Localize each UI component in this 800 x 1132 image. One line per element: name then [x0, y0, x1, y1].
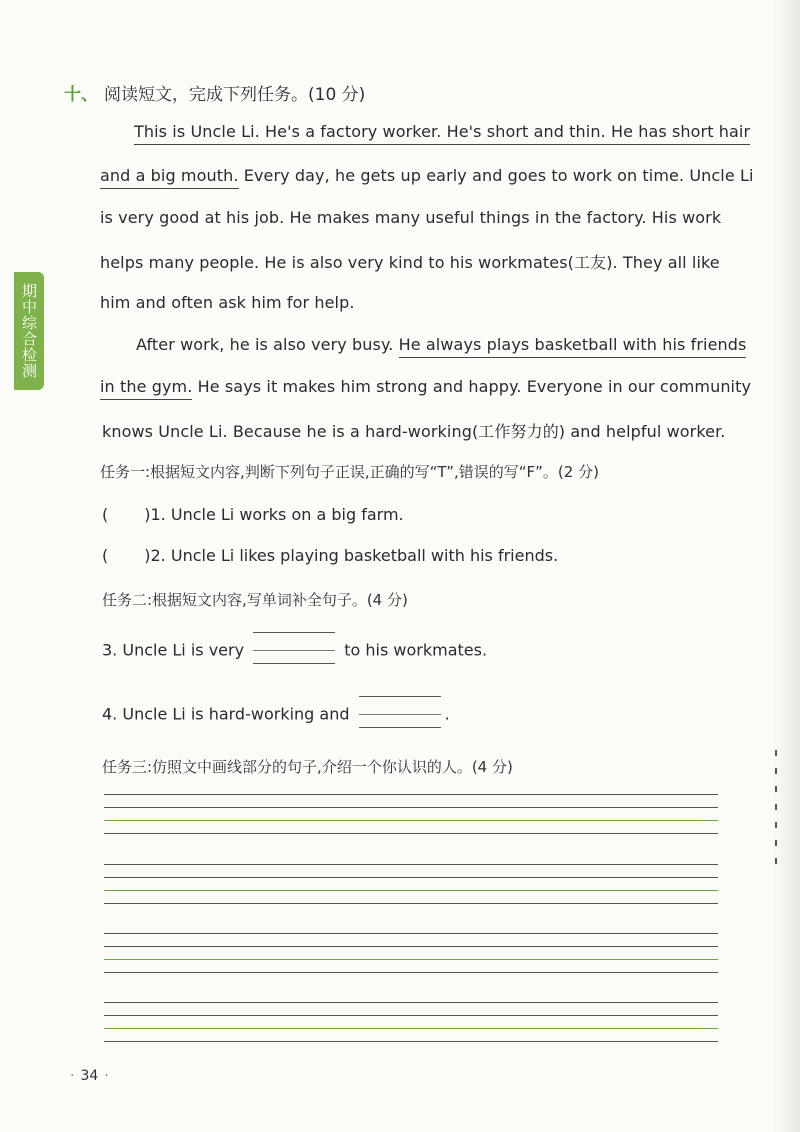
passage-line [134, 122, 750, 141]
binding-mark [775, 804, 777, 810]
side-tab: 期中综合检测 [14, 272, 44, 390]
question-number: )2. [144, 546, 166, 565]
underlined-sentence: and a big mouth. [100, 166, 239, 189]
question-text: 3. Uncle Li is very [102, 640, 245, 660]
writing-rule [104, 864, 718, 865]
section-number: 十、 [64, 85, 98, 105]
underlined-sentence: This is Uncle Li. He's a factory worker. He's short and thin. He has short hair [134, 122, 750, 145]
binding-mark [775, 786, 777, 792]
writing-rule [104, 1002, 718, 1003]
binding-mark [775, 858, 777, 864]
writing-rule-green [104, 1028, 718, 1029]
passage-line: helps many people. He is also very kind to his workmates(工友). They all like [100, 253, 720, 272]
passage-line: him and often ask him for help. [100, 293, 355, 312]
answer-paren-open: ( [102, 546, 109, 565]
fill-blank-4[interactable] [359, 704, 441, 726]
writing-rule-green [104, 820, 718, 821]
page-number: 34 [80, 1068, 99, 1084]
writing-rule [104, 972, 718, 973]
task3-instruction: 任务三:仿照文中画线部分的句子,介绍一个你认识的人。(4 分) [102, 758, 513, 776]
writing-rule [104, 877, 718, 878]
binding-mark [775, 750, 777, 756]
page-number-footer [64, 1068, 115, 1084]
binding-mark [775, 768, 777, 774]
passage-text: After work, he is also very busy. [136, 335, 399, 354]
section-heading: 阅读短文，完成下列任务。(10 分) [104, 85, 366, 105]
writing-rule-green [104, 890, 718, 891]
fill-question-4 [102, 704, 450, 726]
page-dot: · [70, 1068, 75, 1084]
writing-rule [104, 1015, 718, 1016]
page-edge-shadow [772, 0, 800, 1132]
passage-text: Every day, he gets up early and goes to work on time. Uncle Li [238, 166, 754, 185]
passage-text: He says it makes him strong and happy. Everyone in our community [192, 377, 752, 396]
passage-line [136, 335, 746, 354]
tf-question-2 [102, 546, 558, 565]
fill-question-3 [102, 640, 487, 662]
writing-rule [104, 903, 718, 904]
question-text: . [444, 704, 450, 724]
page-dot: · [104, 1068, 109, 1084]
writing-rule [104, 933, 718, 934]
section-title [64, 80, 365, 105]
binding-mark [775, 822, 777, 828]
task2-instruction: 任务二:根据短文内容,写单词补全句子。(4 分) [102, 591, 408, 609]
question-number: )1. [144, 505, 166, 524]
writing-rule [104, 946, 718, 947]
writing-rule-green [104, 959, 718, 960]
task1-instruction: 任务一:根据短文内容,判断下列句子正误,正确的写“T”,错误的写“F”。(2 分) [100, 463, 599, 481]
passage-line: knows Uncle Li. Because he is a hard-working(工作努力的) and helpful worker. [102, 422, 726, 441]
question-text: 4. Uncle Li is hard-working and [102, 704, 350, 724]
passage-line: is very good at his job. He makes many useful things in the factory. His work [100, 208, 722, 227]
passage-line [100, 166, 754, 185]
writing-rule [104, 807, 718, 808]
writing-rule [104, 794, 718, 795]
question-text: to his workmates. [344, 640, 488, 660]
writing-rule [104, 1041, 718, 1042]
tf-question-1 [102, 505, 404, 524]
underlined-sentence: in the gym. [100, 377, 192, 400]
underlined-sentence: He always plays basketball with his friends [399, 335, 747, 358]
passage-line [100, 377, 751, 396]
question-text: Uncle Li likes playing basketball with his friends. [170, 546, 559, 565]
writing-rule [104, 833, 718, 834]
answer-paren-open: ( [102, 505, 109, 524]
binding-mark [775, 840, 777, 846]
question-text: Uncle Li works on a big farm. [170, 505, 404, 524]
fill-blank-3[interactable] [253, 640, 335, 662]
